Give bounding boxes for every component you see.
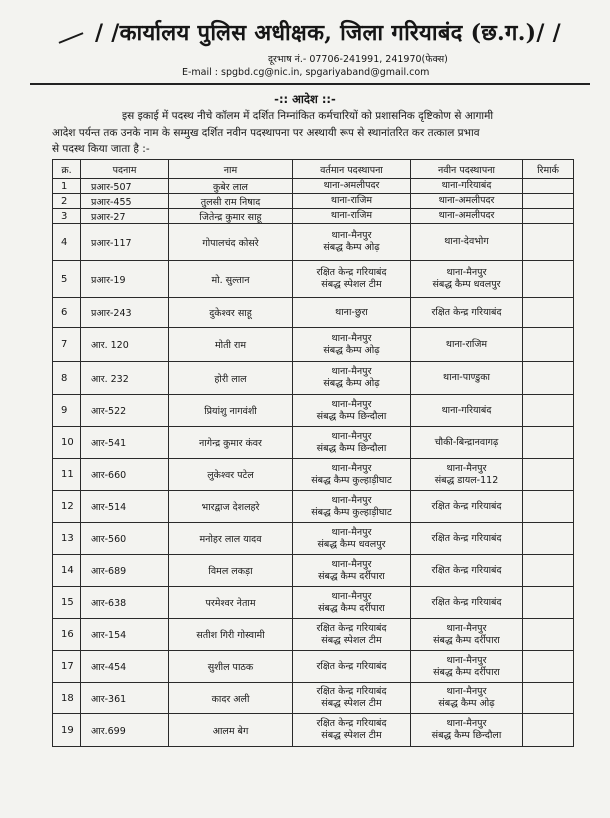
current-posting-cell (293, 587, 411, 619)
new-posting-cell (411, 459, 523, 491)
designation-cell: आर-560 (81, 523, 169, 555)
remark-cell (523, 491, 574, 523)
order-body (52, 108, 572, 158)
posting-line: थाना-छुरा (335, 306, 368, 318)
new-posting-cell (411, 587, 523, 619)
table-row (53, 298, 574, 328)
posting-line: संबद्ध डायल-112 (434, 474, 499, 486)
remark-cell (523, 587, 574, 619)
designation-cell: प्रआर-19 (81, 261, 169, 298)
name-cell: मो. सुल्तान (169, 261, 293, 298)
remark-cell (523, 261, 574, 298)
new-posting-cell (411, 362, 523, 395)
col-header-new-posting: नवीन पदस्थापना (411, 160, 523, 179)
table-row (53, 587, 574, 619)
table-row (53, 395, 574, 427)
posting-line: थाना-मैनपुर (331, 558, 372, 570)
name-cell: प्रियांशु नागवंशी (169, 395, 293, 427)
table-row (53, 459, 574, 491)
posting-line: थाना-राजिम (330, 195, 373, 206)
name-cell: आलम बेग (169, 714, 293, 747)
posting-line: रक्षित केन्द्र गरियाबंद (316, 267, 387, 278)
name-cell: परमेश्वर नेताम (169, 587, 293, 619)
phone-line: दूरभाष नं.- 07706-241991, 241970(फेक्स) (268, 54, 448, 65)
name-cell: कादर अली (169, 683, 293, 714)
new-posting-cell (411, 328, 523, 362)
table-row (53, 209, 574, 224)
new-posting-cell (411, 179, 523, 194)
table-row (53, 491, 574, 523)
current-posting-cell (293, 491, 411, 523)
posting-line: रक्षित केन्द्र गरियाबंद (431, 564, 502, 576)
serial-cell: 2 (53, 194, 81, 209)
table-row (53, 224, 574, 261)
designation-cell: आर-660 (81, 459, 169, 491)
table-row (53, 328, 574, 362)
posting-line: संबद्ध स्पेशल टीम (321, 730, 382, 741)
posting-line: संबद्ध कैम्प ओढ़ (438, 698, 495, 709)
posting-line: थाना-पाण्डुका (443, 372, 490, 383)
new-posting-cell (411, 619, 523, 651)
posting-line: संबद्ध कैम्प कुल्हाड़ीघाट (311, 506, 392, 518)
email-line: E-mail : spgbd.cg@nic.in, spgariyaband@gmail.com (182, 67, 430, 78)
posting-line: थाना-अमलीपदर (438, 210, 495, 221)
name-cell: लुकेश्वर पटेल (169, 459, 293, 491)
remark-cell (523, 298, 574, 328)
posting-line: संबद्ध कैम्प दर्रीपारा (318, 570, 385, 582)
current-posting-cell (293, 619, 411, 651)
current-posting-cell (293, 714, 411, 747)
remark-cell (523, 619, 574, 651)
posting-line: थाना-मैनपुर (331, 398, 372, 410)
current-posting-cell (293, 298, 411, 328)
posting-line: संबद्ध कैम्प कुल्हाड़ीघाट (311, 474, 392, 486)
posting-line: थाना-मैनपुर (446, 462, 487, 474)
new-posting-cell (411, 194, 523, 209)
serial-cell: 13 (53, 523, 81, 555)
posting-line: संबद्ध कैम्प ओढ़ (323, 378, 380, 389)
remark-cell (523, 714, 574, 747)
designation-cell: प्रआर-507 (81, 179, 169, 194)
remark-cell (523, 209, 574, 224)
serial-cell: 14 (53, 555, 81, 587)
serial-cell: 6 (53, 298, 81, 328)
posting-line: संबद्ध स्पेशल टीम (321, 279, 382, 290)
new-posting-cell (411, 683, 523, 714)
name-cell: मनोहर लाल यादव (169, 523, 293, 555)
remark-cell (523, 328, 574, 362)
designation-cell: आर-541 (81, 427, 169, 459)
designation-cell: आर.699 (81, 714, 169, 747)
posting-line: रक्षित केन्द्र गरियाबंद (316, 686, 387, 697)
designation-cell: आर. 232 (81, 362, 169, 395)
serial-cell: 19 (53, 714, 81, 747)
posting-line: रक्षित केन्द्र गरियाबंद (316, 660, 387, 672)
col-header-current-posting: वर्तमान पदस्थापना (293, 160, 411, 179)
posting-line: संबद्ध कैम्प दर्रीपारा (433, 666, 500, 678)
posting-line: संबद्ध कैम्प छिन्दौला (431, 730, 502, 741)
designation-cell: प्रआर-27 (81, 209, 169, 224)
remark-cell (523, 651, 574, 683)
table-row (53, 683, 574, 714)
designation-cell: आर-154 (81, 619, 169, 651)
posting-line: थाना-मैनपुर (446, 718, 487, 729)
posting-line: थाना-गरियाबंद (441, 404, 492, 416)
col-header-remark: रिमार्क (523, 160, 574, 179)
posting-line: संबद्ध स्पेशल टीम (321, 698, 382, 709)
name-cell: कुबेर लाल (169, 179, 293, 194)
posting-line: रक्षित केन्द्र गरियाबंद (431, 532, 502, 544)
posting-line: रक्षित केन्द्र गरियाबंद (431, 306, 502, 318)
posting-line: चौकी-बिन्द्रानवागढ़ (434, 436, 499, 448)
current-posting-cell (293, 555, 411, 587)
serial-cell: 7 (53, 328, 81, 362)
table-header-row (53, 160, 574, 179)
name-cell: सुशील पाठक (169, 651, 293, 683)
name-cell: मोती राम (169, 328, 293, 362)
table-row (53, 651, 574, 683)
posting-line: थाना-मैनपुर (331, 366, 372, 377)
remark-cell (523, 523, 574, 555)
pen-stroke-mark (59, 32, 84, 44)
designation-cell: आर-689 (81, 555, 169, 587)
remark-cell (523, 194, 574, 209)
serial-cell: 8 (53, 362, 81, 395)
posting-line: थाना-मैनपुर (331, 526, 372, 538)
posting-line: थाना-मैनपुर (446, 267, 487, 278)
posting-line: संबद्ध कैम्प छिन्दौला (316, 410, 387, 422)
current-posting-cell (293, 209, 411, 224)
office-title: / /कार्यालय पुलिस अधीक्षक, जिला गरियाबंद (छ.ग.)/ / (95, 20, 561, 46)
posting-line: रक्षित केन्द्र गरियाबंद (431, 596, 502, 608)
header-divider (30, 83, 590, 85)
posting-line: संबद्ध कैम्प ओढ़ (323, 344, 380, 356)
table-row (53, 427, 574, 459)
posting-line: संबद्ध कैम्प छिन्दौला (316, 442, 387, 454)
table-row (53, 261, 574, 298)
new-posting-cell (411, 298, 523, 328)
serial-cell: 10 (53, 427, 81, 459)
posting-line: रक्षित केन्द्र गरियाबंद (316, 622, 387, 634)
designation-cell: प्रआर-455 (81, 194, 169, 209)
posting-line: थाना-अमलीपदर (438, 195, 495, 206)
current-posting-cell (293, 179, 411, 194)
designation-cell: आर. 120 (81, 328, 169, 362)
current-posting-cell (293, 224, 411, 261)
posting-line: थाना-राजिम (330, 210, 373, 221)
remark-cell (523, 362, 574, 395)
serial-cell: 17 (53, 651, 81, 683)
designation-cell: आर-361 (81, 683, 169, 714)
designation-cell: आर-638 (81, 587, 169, 619)
posting-line: संबद्ध कैम्प धवलपुर (432, 279, 501, 290)
new-posting-cell (411, 651, 523, 683)
remark-cell (523, 179, 574, 194)
current-posting-cell (293, 459, 411, 491)
posting-line: थाना-मैनपुर (331, 332, 372, 344)
name-cell: भारद्वाज देशलहरे (169, 491, 293, 523)
new-posting-cell (411, 523, 523, 555)
posting-line: थाना-मैनपुर (331, 462, 372, 474)
remark-cell (523, 427, 574, 459)
posting-line: रक्षित केन्द्र गरियाबंद (431, 500, 502, 512)
col-header-serial: क्र. (53, 160, 81, 179)
current-posting-cell (293, 651, 411, 683)
posting-line: थाना-मैनपुर (446, 686, 487, 697)
new-posting-cell (411, 224, 523, 261)
table-row (53, 179, 574, 194)
serial-cell: 5 (53, 261, 81, 298)
col-header-designation: पदनाम (81, 160, 169, 179)
current-posting-cell (293, 328, 411, 362)
posting-line: थाना-मैनपुर (446, 622, 487, 634)
remark-cell (523, 224, 574, 261)
posting-line: थाना-मैनपुर (331, 590, 372, 602)
remark-cell (523, 459, 574, 491)
name-cell: तुलसी राम निषाद (169, 194, 293, 209)
new-posting-cell (411, 555, 523, 587)
remark-cell (523, 555, 574, 587)
serial-cell: 15 (53, 587, 81, 619)
new-posting-cell (411, 261, 523, 298)
new-posting-cell (411, 491, 523, 523)
current-posting-cell (293, 427, 411, 459)
new-posting-cell (411, 714, 523, 747)
table-row (53, 714, 574, 747)
designation-cell: आर-522 (81, 395, 169, 427)
order-line: आदेश पर्यन्त तक उनके नाम के सम्मुख दर्शित नवीन पदस्थापना पर अस्थायी रूप से स्थानांतरित कर तत्काल प्रभाव (52, 126, 480, 139)
posting-line: रक्षित केन्द्र गरियाबंद (316, 718, 387, 729)
designation-cell: आर-514 (81, 491, 169, 523)
serial-cell: 9 (53, 395, 81, 427)
col-header-name: नाम (169, 160, 293, 179)
name-cell: गोपालचंद कोसरे (169, 224, 293, 261)
posting-line: थाना-मैनपुर (331, 430, 372, 442)
table-row (53, 555, 574, 587)
serial-cell: 12 (53, 491, 81, 523)
new-posting-cell (411, 395, 523, 427)
name-cell: सतीश गिरी गोस्वामी (169, 619, 293, 651)
serial-cell: 3 (53, 209, 81, 224)
table-row (53, 194, 574, 209)
serial-cell: 18 (53, 683, 81, 714)
posting-line: थाना-गरियाबंद (441, 180, 492, 191)
posting-line: संबद्ध कैम्प दर्रीपारा (318, 602, 385, 614)
current-posting-cell (293, 523, 411, 555)
designation-cell: प्रआर-117 (81, 224, 169, 261)
name-cell: नागेन्द्र कुमार कंवर (169, 427, 293, 459)
posting-line: संबद्ध कैम्प ओढ़ (323, 242, 380, 253)
order-heading: -:: आदेश ::- (274, 92, 336, 106)
posting-line: थाना-अमलीपदर (323, 180, 380, 191)
posting-line: थाना-मैनपुर (331, 494, 372, 506)
serial-cell: 4 (53, 224, 81, 261)
new-posting-cell (411, 209, 523, 224)
posting-line: संबद्ध कैम्प धवलपुर (317, 538, 386, 550)
table-row (53, 619, 574, 651)
remark-cell (523, 395, 574, 427)
table-row (53, 523, 574, 555)
posting-line: संबद्ध कैम्प दर्रीपारा (433, 634, 500, 646)
serial-cell: 1 (53, 179, 81, 194)
current-posting-cell (293, 194, 411, 209)
table-row (53, 362, 574, 395)
posting-line: थाना-राजिम (445, 338, 488, 350)
name-cell: दुकेश्वर साहू (169, 298, 293, 328)
current-posting-cell (293, 683, 411, 714)
posting-line: थाना-देवभोग (444, 236, 489, 247)
serial-cell: 11 (53, 459, 81, 491)
order-line: इस इकाई में पदस्थ नीचे कॉलम में दर्शित निम्नांकित कर्मचारियों को प्रशासनिक दृष्टिकोण से आगामी (122, 110, 494, 122)
name-cell: जितेन्द्र कुमार साहू (169, 209, 293, 224)
current-posting-cell (293, 261, 411, 298)
new-posting-cell (411, 427, 523, 459)
current-posting-cell (293, 362, 411, 395)
posting-line: थाना-मैनपुर (331, 230, 372, 241)
remark-cell (523, 683, 574, 714)
designation-cell: आर-454 (81, 651, 169, 683)
posting-line: थाना-मैनपुर (446, 654, 487, 666)
serial-cell: 16 (53, 619, 81, 651)
current-posting-cell (293, 395, 411, 427)
order-line: से पदस्थ किया जाता है :- (52, 143, 150, 155)
transfer-table (52, 159, 574, 747)
posting-line: संबद्ध स्पेशल टीम (321, 634, 382, 646)
name-cell: होरी लाल (169, 362, 293, 395)
name-cell: विमल लकड़ा (169, 555, 293, 587)
designation-cell: प्रआर-243 (81, 298, 169, 328)
